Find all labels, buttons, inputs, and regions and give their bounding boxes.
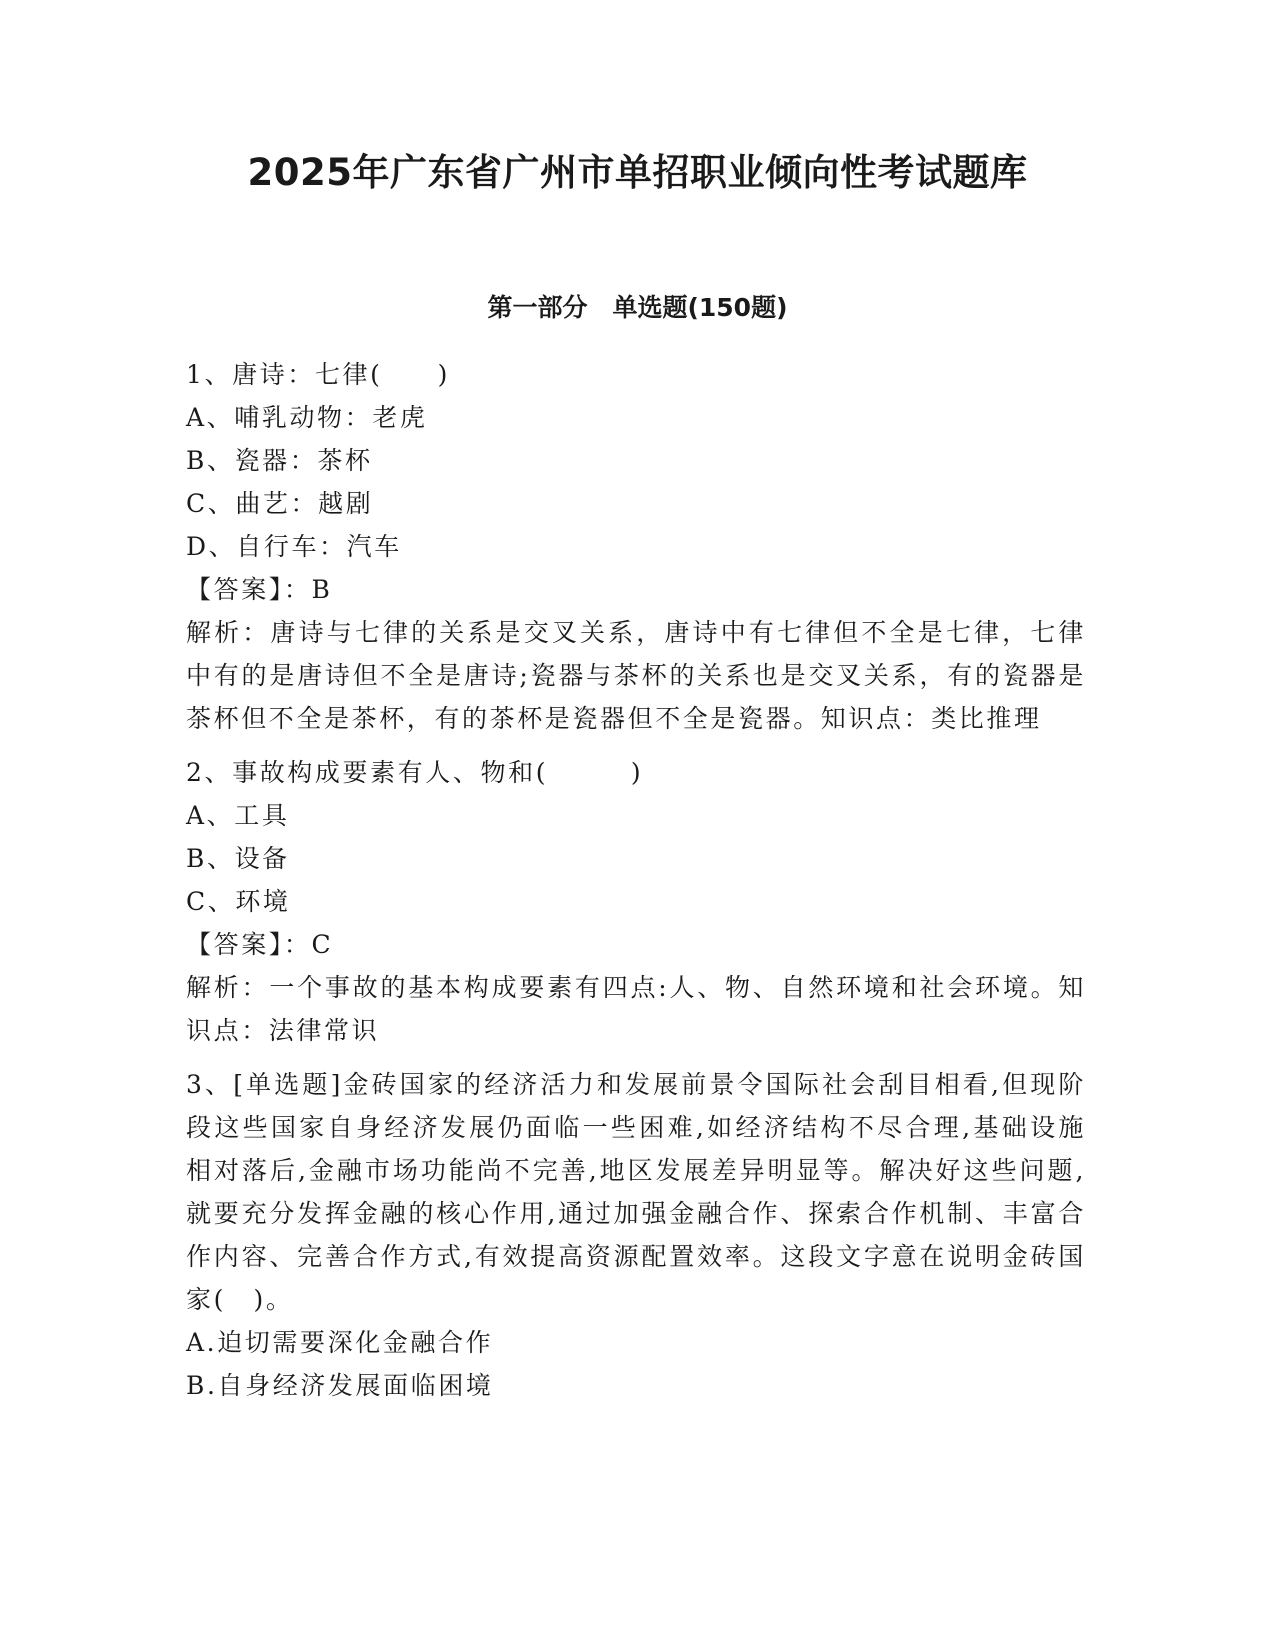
option-b: B、设备: [186, 844, 290, 873]
question-1: [186, 353, 1086, 740]
option-a: A、哺乳动物：老虎: [186, 403, 428, 432]
question-2: [186, 751, 1086, 1052]
analysis: 解析：一个事故的基本构成要素有四点:人、物、自然环境和社会环境。知识点：法律常识: [186, 973, 1086, 1045]
question-3: [186, 1063, 1086, 1407]
option-a: A、工具: [186, 801, 290, 830]
option-a: A.迫切需要深化金融合作: [186, 1328, 494, 1357]
question-stem: 3、[单选题]金砖国家的经济活力和发展前景令国际社会刮目相看,但现阶段这些国家自身经济发展仍面临一些困难,如经济结构不尽合理,基础设施相对落后,金融市场功能尚不完善,地区发展差异明显等。解决好这些问题,就要充分发挥金融的核心作用,通过加强金融合作、探索合作机制、丰富合作内容、完善合作方式,有效提高资源配置效率。这段文字意在说明金砖国家( )。: [186, 1070, 1086, 1314]
question-stem: 2、事故构成要素有人、物和( ): [186, 758, 644, 787]
document-title: 2025年广东省广州市单招职业倾向性考试题库: [247, 151, 1028, 194]
option-c: C、环境: [186, 887, 291, 916]
analysis: 解析：唐诗与七律的关系是交叉关系，唐诗中有七律但不全是七律，七律中有的是唐诗但不全是唐诗;瓷器与茶杯的关系也是交叉关系，有的瓷器是茶杯但不全是茶杯，有的茶杯是瓷器但不全是瓷器。知识点：类比推理: [186, 618, 1086, 733]
answer: 【答案】：B: [186, 575, 333, 604]
section-title: 第一部分 单选题(150题): [487, 293, 788, 322]
option-d: D、自行车：汽车: [186, 532, 402, 561]
option-b: B.自身经济发展面临困境: [186, 1371, 494, 1400]
question-stem: 1、唐诗：七律( ): [186, 360, 451, 389]
question-list: [186, 353, 1086, 1418]
answer: 【答案】：C: [186, 930, 334, 959]
option-b: B、瓷器：茶杯: [186, 446, 373, 475]
option-c: C、曲艺：越剧: [186, 489, 374, 518]
